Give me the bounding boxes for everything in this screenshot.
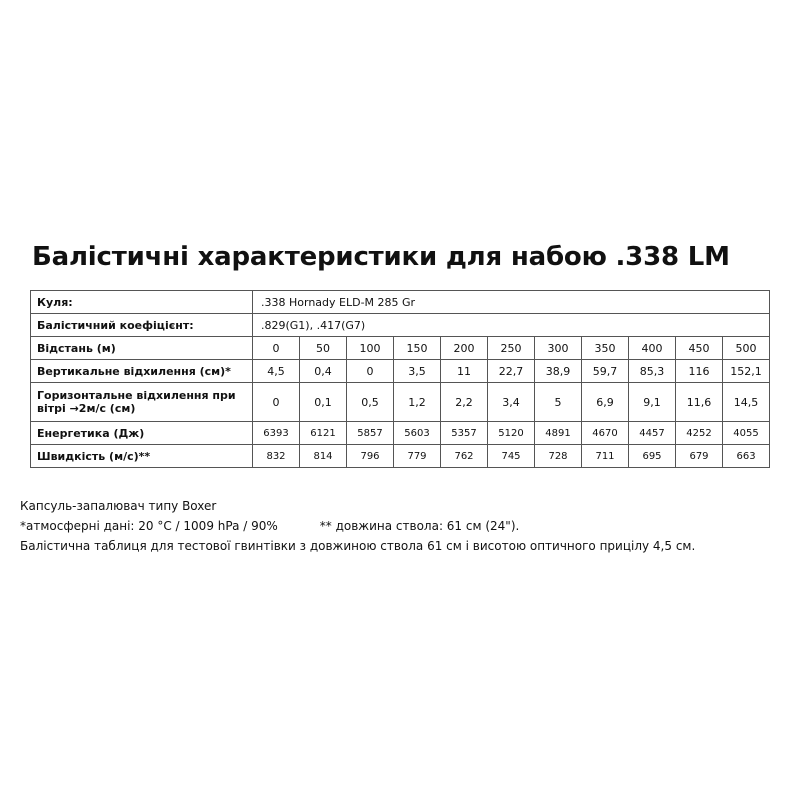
horizontal-cell: 0 — [253, 383, 300, 422]
energy-cell: 4891 — [535, 422, 582, 445]
energy-cell: 5603 — [394, 422, 441, 445]
horizontal-cell: 6,9 — [582, 383, 629, 422]
vertical-cell: 0 — [347, 360, 394, 383]
distance-cell: 400 — [629, 337, 676, 360]
distance-cell: 500 — [723, 337, 770, 360]
vertical-cell: 38,9 — [535, 360, 582, 383]
table-description-note: Балістична таблиця для тестової гвинтівки з довжиною ствола 61 см і висотою оптичного прицілу 4,5 см. — [20, 539, 696, 553]
energy-cell: 5357 — [441, 422, 488, 445]
energy-cell: 5120 — [488, 422, 535, 445]
distance-cell: 250 — [488, 337, 535, 360]
distance-cell: 450 — [676, 337, 723, 360]
velocity-label: Швидкість (м/с)** — [31, 445, 253, 468]
velocity-cell: 728 — [535, 445, 582, 468]
distance-cell: 0 — [253, 337, 300, 360]
energy-cell: 4457 — [629, 422, 676, 445]
vertical-cell: 22,7 — [488, 360, 535, 383]
velocity-cell: 711 — [582, 445, 629, 468]
velocity-cell: 679 — [676, 445, 723, 468]
horizontal-cell: 0,5 — [347, 383, 394, 422]
bc-label: Балістичний коефіцієнт: — [31, 314, 253, 337]
primer-note: Капсуль-запалювач типу Boxer — [20, 499, 217, 513]
velocity-cell: 762 — [441, 445, 488, 468]
horizontal-cell: 2,2 — [441, 383, 488, 422]
energy-cell: 6121 — [300, 422, 347, 445]
velocity-cell: 663 — [723, 445, 770, 468]
vertical-cell: 85,3 — [629, 360, 676, 383]
energy-cell: 5857 — [347, 422, 394, 445]
velocity-cell: 779 — [394, 445, 441, 468]
ballistics-table — [30, 290, 770, 468]
vertical-cell: 59,7 — [582, 360, 629, 383]
distance-cell: 300 — [535, 337, 582, 360]
energy-cell: 6393 — [253, 422, 300, 445]
table-row-horizontal — [31, 383, 770, 422]
distance-label: Відстань (м) — [31, 337, 253, 360]
velocity-cell: 814 — [300, 445, 347, 468]
vertical-cell: 152,1 — [723, 360, 770, 383]
velocity-cell: 796 — [347, 445, 394, 468]
energy-cell: 4670 — [582, 422, 629, 445]
horizontal-cell: 3,4 — [488, 383, 535, 422]
table-row-energy — [31, 422, 770, 445]
vertical-cell: 116 — [676, 360, 723, 383]
conditions-line — [20, 516, 695, 536]
energy-cell: 4055 — [723, 422, 770, 445]
horizontal-cell: 11,6 — [676, 383, 723, 422]
horizontal-cell: 14,5 — [723, 383, 770, 422]
velocity-cell: 745 — [488, 445, 535, 468]
bullet-value: .338 Hornady ELD-M 285 Gr — [253, 291, 770, 314]
horizontal-cell: 0,1 — [300, 383, 347, 422]
distance-cell: 50 — [300, 337, 347, 360]
vertical-cell: 0,4 — [300, 360, 347, 383]
distance-cell: 350 — [582, 337, 629, 360]
velocity-cell: 695 — [629, 445, 676, 468]
table-row-bc — [31, 314, 770, 337]
bc-value: .829(G1), .417(G7) — [253, 314, 770, 337]
bullet-label: Куля: — [31, 291, 253, 314]
distance-cell: 100 — [347, 337, 394, 360]
distance-cell: 150 — [394, 337, 441, 360]
atmosphere-note: *атмосферні дані: 20 °C / 1009 hPa / 90% — [20, 519, 278, 533]
horizontal-cell: 5 — [535, 383, 582, 422]
energy-label: Енергетика (Дж) — [31, 422, 253, 445]
vertical-cell: 4,5 — [253, 360, 300, 383]
vertical-cell: 11 — [441, 360, 488, 383]
barrel-note: ** довжина ствола: 61 см (24"). — [319, 519, 520, 533]
footnotes — [20, 496, 695, 556]
velocity-cell: 832 — [253, 445, 300, 468]
table-row-bullet — [31, 291, 770, 314]
horizontal-label: Горизонтальне відхилення при вітрі →2м/с (см) — [31, 383, 253, 422]
table-row-distance — [31, 337, 770, 360]
vertical-label: Вертикальне відхилення (см)* — [31, 360, 253, 383]
horizontal-cell: 1,2 — [394, 383, 441, 422]
page-title: Балістичні характеристики для набою .338 LM — [32, 242, 730, 272]
distance-cell: 200 — [441, 337, 488, 360]
table-row-velocity — [31, 445, 770, 468]
horizontal-cell: 9,1 — [629, 383, 676, 422]
energy-cell: 4252 — [676, 422, 723, 445]
vertical-cell: 3,5 — [394, 360, 441, 383]
table-row-vertical — [31, 360, 770, 383]
